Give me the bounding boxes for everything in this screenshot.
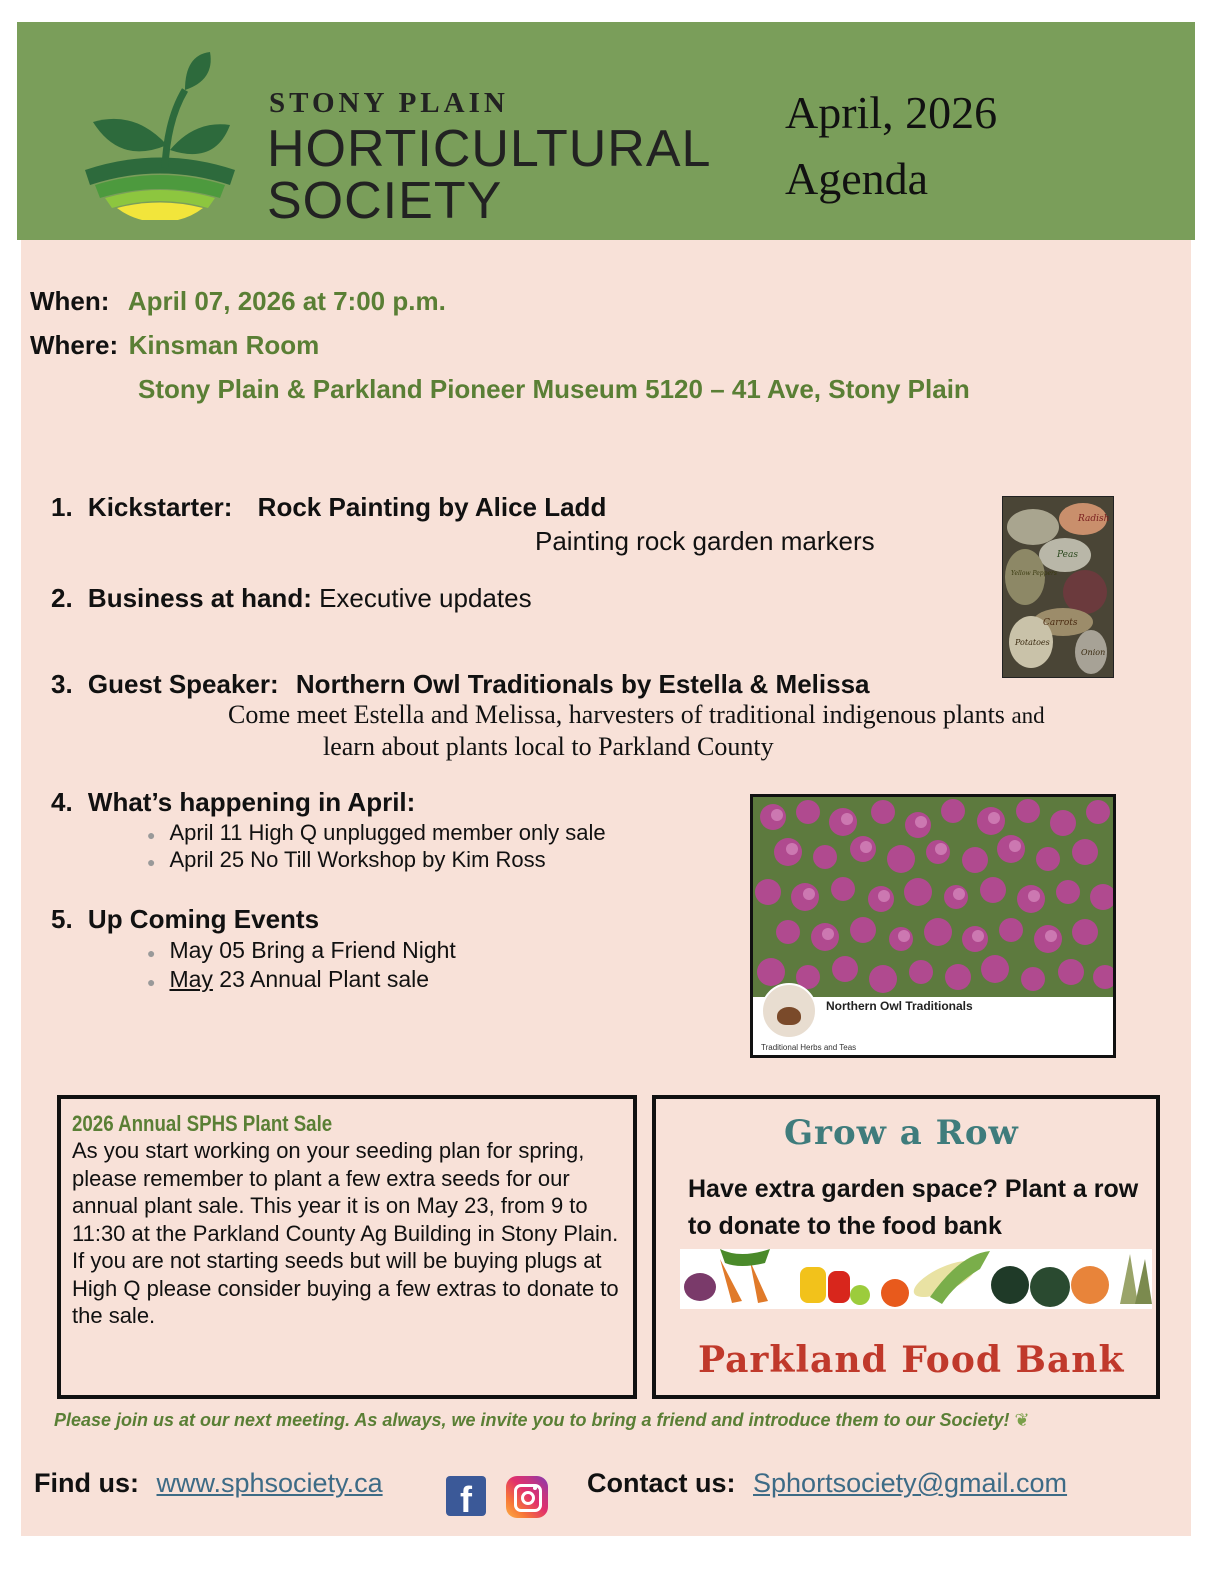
header-title: Agenda: [785, 153, 929, 204]
item-label: Up Coming Events: [87, 904, 320, 934]
content-area: [21, 240, 1191, 1536]
facebook-icon[interactable]: f: [446, 1476, 486, 1516]
plant-sale-body: As you start working on your seeding plan for spring, please remember to plant a few extra seeds for our annual plant sale. This year it is on May 23, from 9 to 11:30 at the Parkland County Ag Building in Stony Plain. If you are not starting seeds but will be buying plugs at High Q please consider buying a few extras to donate to the sale.: [72, 1138, 619, 1328]
agenda-item-3: [51, 669, 870, 700]
bullet-icon: ●: [147, 974, 156, 990]
bullet-icon: ●: [147, 854, 156, 870]
org-name-line3: SOCIETY: [267, 172, 503, 230]
header-banner: [17, 22, 1195, 240]
where-row: [30, 330, 319, 361]
contact-label: Contact us:: [587, 1468, 736, 1498]
food-bank-name: Parkland Food Bank: [698, 1339, 1125, 1381]
northern-owl-image: [750, 794, 1116, 1058]
rock-label-potatoes: Potatoes: [1015, 638, 1050, 647]
bullet-text-underlined: May: [169, 966, 213, 992]
org-name-line2: HORTICULTURAL: [267, 120, 712, 178]
grow-a-row-title: Grow a Row: [784, 1113, 1019, 1153]
org-name-line1: STONY PLAIN: [269, 87, 509, 119]
list-item: [147, 937, 456, 964]
list-item: [147, 847, 546, 873]
painted-rocks-image: [1002, 496, 1114, 678]
item-title: Rock Painting by Alice Ladd: [257, 492, 607, 522]
bullet-text: April 25 No Till Workshop by Kim Ross: [169, 847, 546, 872]
rock-label-radish: Radish: [1078, 514, 1110, 524]
item-title: Northern Owl Traditionals by Estella & Melissa: [295, 669, 870, 699]
item-label: Business at hand:: [87, 583, 312, 613]
item-number: 5.: [51, 904, 73, 934]
grow-a-row-box: [652, 1095, 1160, 1399]
agenda-item-2: [51, 583, 532, 614]
instagram-icon[interactable]: [506, 1476, 548, 1518]
rock-label-onion: Onion: [1081, 648, 1106, 657]
find-us-row: [34, 1468, 383, 1499]
footer-note: [54, 1410, 1030, 1431]
when-row: [30, 286, 446, 317]
detail-text: Come meet Estella and Melissa, harvesters of traditional indigenous plants: [228, 700, 1005, 729]
agenda-item-1: [51, 492, 606, 523]
header-date: April, 2026: [785, 87, 998, 138]
item-label: What’s happening in April:: [87, 787, 416, 817]
owl-avatar: [761, 983, 817, 1039]
agenda-item-3-detail-line2: learn about plants local to Parkland County: [323, 732, 774, 761]
bullet-icon: ●: [147, 827, 156, 843]
where-room: Kinsman Room: [128, 330, 320, 360]
item-number: 1.: [51, 492, 73, 522]
list-item: [147, 820, 606, 846]
footer-note-text: Please join us at our next meeting. As always, we invite you to bring a friend and introduce them to our Society!: [54, 1410, 1010, 1430]
seedling-logo-icon: [75, 50, 245, 220]
find-us-label: Find us:: [34, 1468, 139, 1498]
owl-page-subtitle: Traditional Herbs and Teas: [761, 1043, 857, 1052]
agenda-item-3-detail-line1: [228, 700, 1045, 730]
bullet-text: April 11 High Q unplugged member only sale: [169, 820, 606, 845]
item-number: 4.: [51, 787, 73, 817]
when-label: When:: [30, 286, 110, 316]
agenda-item-1-detail: Painting rock garden markers: [535, 526, 875, 556]
list-item: [147, 966, 429, 993]
bullet-text: 23 Annual Plant sale: [212, 966, 430, 992]
item-label: Kickstarter:: [87, 492, 233, 522]
bullet-icon: ●: [147, 945, 156, 961]
website-link[interactable]: www.sphsociety.ca: [156, 1468, 383, 1498]
item-detail: Executive updates: [319, 583, 532, 613]
item-label: Guest Speaker:: [87, 669, 279, 699]
where-address: Stony Plain & Parkland Pioneer Museum 5120 – 41 Ave, Stony Plain: [138, 374, 970, 404]
plant-sale-title: 2026 Annual SPHS Plant Sale: [72, 1111, 333, 1136]
email-link[interactable]: Sphortsociety@gmail.com: [753, 1468, 1068, 1498]
agenda-item-5: [51, 904, 319, 935]
bullet-text: May 05 Bring a Friend Night: [169, 937, 456, 963]
rock-label-peas: Peas: [1057, 550, 1078, 560]
owl-page-name: Northern Owl Traditionals: [826, 999, 973, 1013]
where-label: Where:: [30, 330, 119, 360]
item-number: 2.: [51, 583, 73, 613]
rock-label-carrots: Carrots: [1043, 618, 1078, 628]
item-number: 3.: [51, 669, 73, 699]
detail-and: and: [1011, 703, 1045, 728]
agenda-item-4: [51, 787, 415, 818]
grow-a-row-text: Have extra garden space? Plant a row to donate to the food bank: [688, 1175, 1139, 1240]
when-value: April 07, 2026 at 7:00 p.m.: [127, 286, 446, 316]
vegetables-image: [680, 1249, 1152, 1309]
leaf-icon: ❦: [1014, 1410, 1030, 1430]
plant-sale-box: [57, 1095, 637, 1399]
contact-row: [587, 1468, 1067, 1499]
rock-label-yellow-peppers: Yellow Peppers: [1011, 570, 1057, 577]
